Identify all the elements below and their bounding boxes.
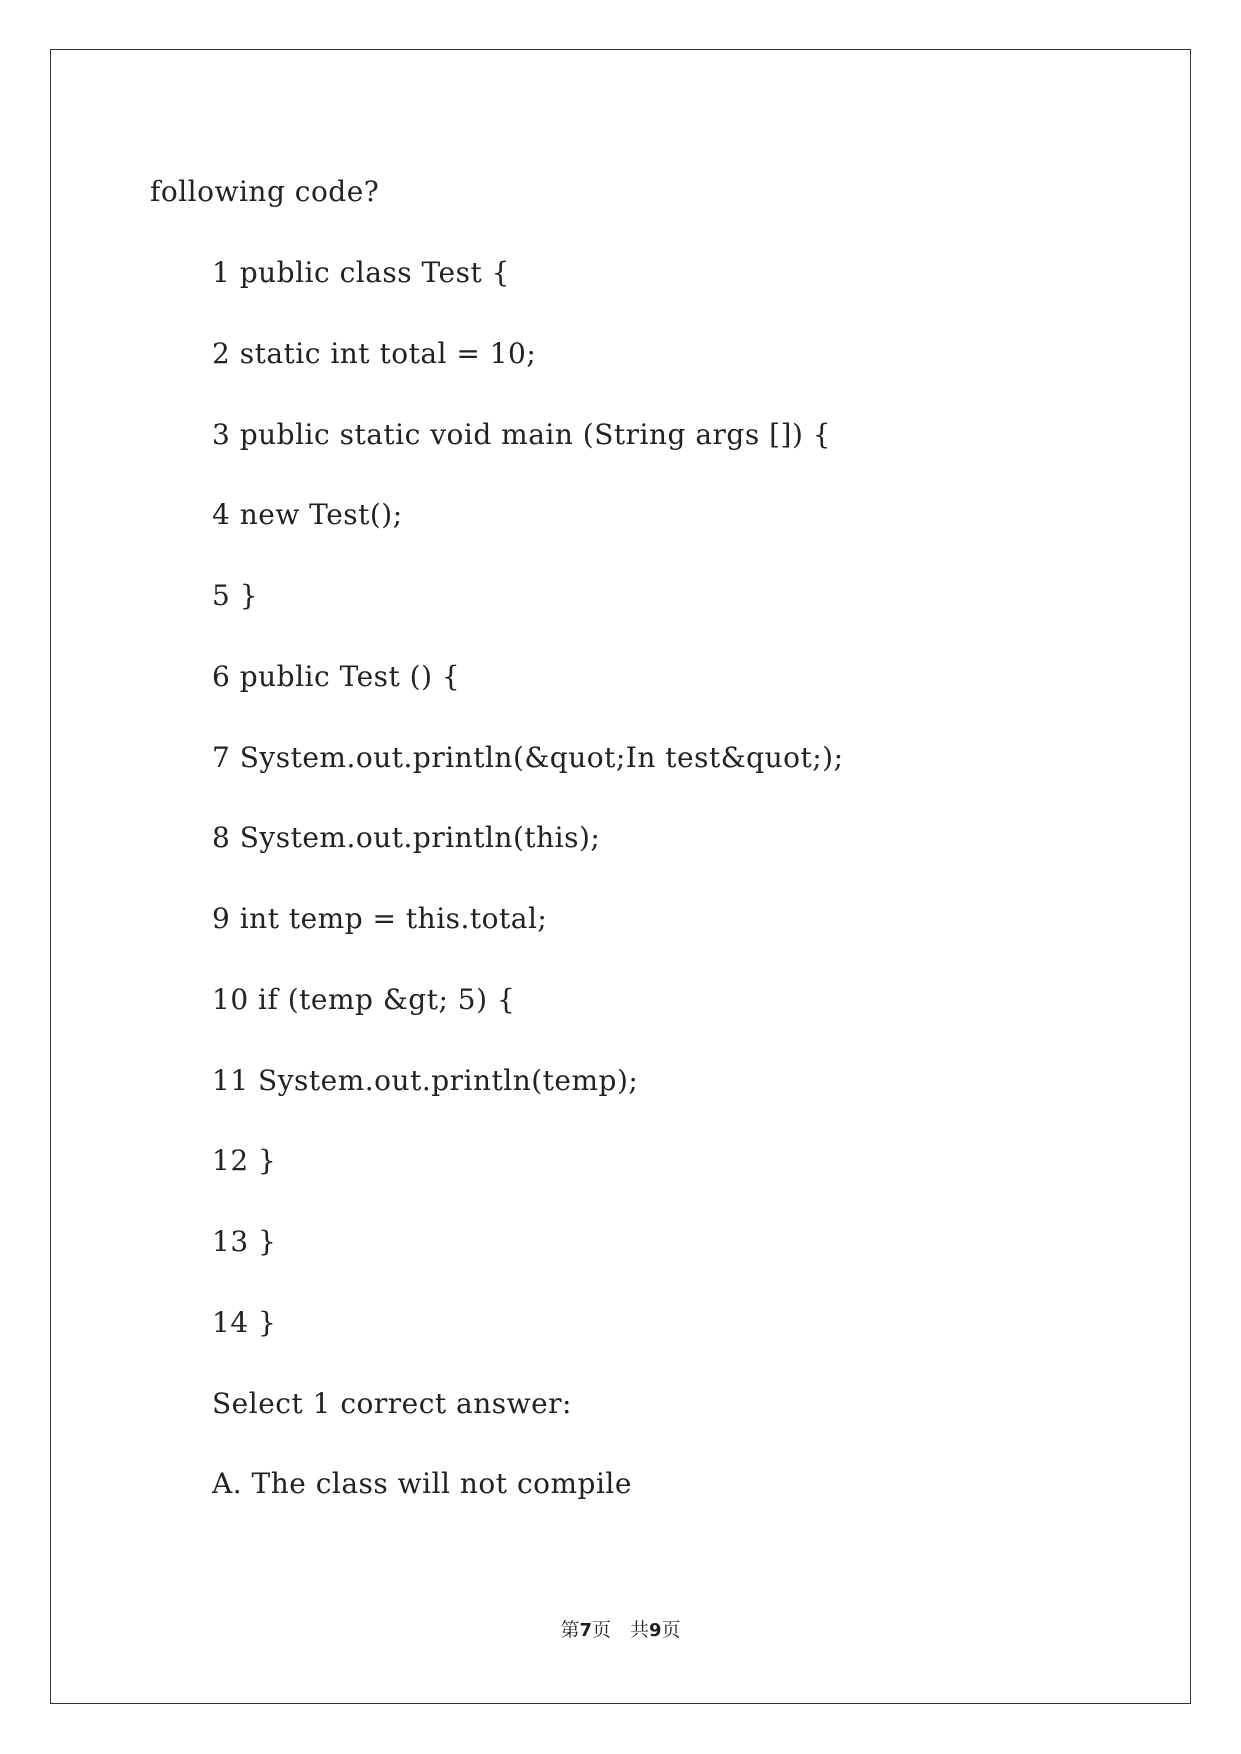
intro-text: following code? (150, 175, 380, 208)
code-line: 7 System.out.println(&quot;In test&quot;); (212, 741, 844, 774)
code-line: 10 if (temp &gt; 5) { (212, 983, 516, 1016)
answer-option-a: A. The class will not compile (212, 1467, 632, 1500)
page-footer (0, 1618, 1241, 1643)
footer-prefix: 第 (560, 1619, 580, 1641)
code-line: 1 public class Test { (212, 256, 510, 289)
code-line: 3 public static void main (String args []) { (212, 418, 832, 451)
code-line: 12 } (212, 1144, 277, 1177)
code-line: 4 new Test(); (212, 498, 403, 531)
code-line: 13 } (212, 1225, 277, 1258)
code-line: 5 } (212, 579, 259, 612)
code-line: 8 System.out.println(this); (212, 821, 601, 854)
footer-total-pages: 9 (649, 1620, 662, 1641)
code-line: 2 static int total = 10; (212, 337, 537, 370)
code-line: 14 } (212, 1306, 277, 1339)
question-prompt: Select 1 correct answer: (212, 1387, 572, 1420)
page-border (50, 49, 1191, 1704)
footer-suffix: 页 (661, 1619, 681, 1641)
footer-current-page: 7 (579, 1620, 592, 1641)
footer-mid: 页 共 (591, 1619, 649, 1641)
code-line: 9 int temp = this.total; (212, 902, 548, 935)
code-line: 6 public Test () { (212, 660, 461, 693)
code-line: 11 System.out.println(temp); (212, 1064, 639, 1097)
